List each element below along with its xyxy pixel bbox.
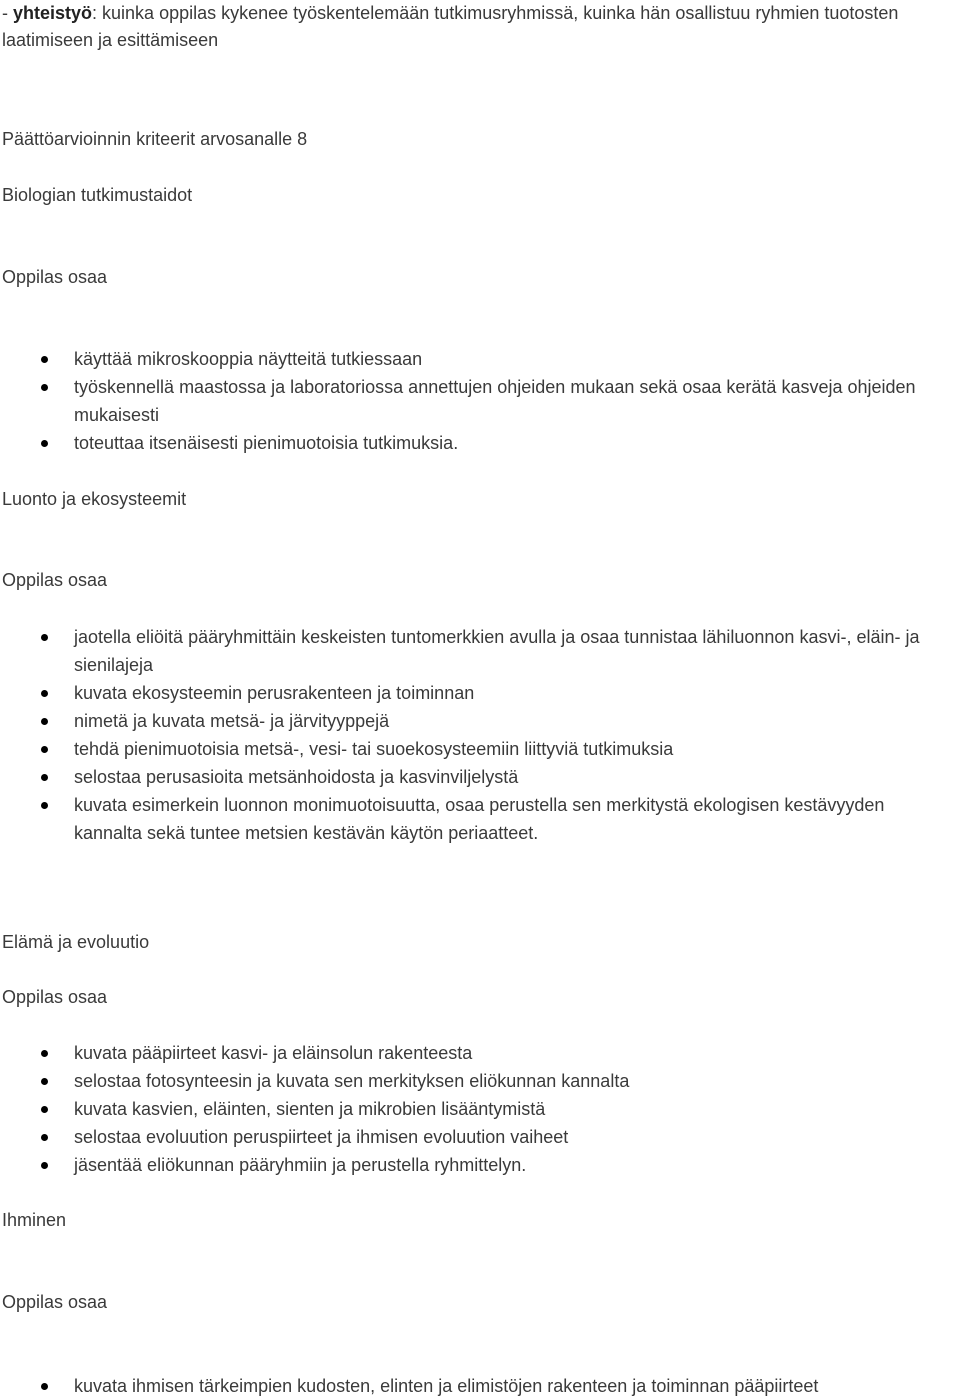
list-item: käyttää mikroskooppia näytteitä tutkiessaan (74, 345, 954, 373)
list-item: kuvata kasvien, eläinten, sienten ja mikrobien lisääntymistä (74, 1095, 954, 1123)
section-title-luonto: Luonto ja ekosysteemit (2, 489, 187, 509)
section-lead-luonto: Oppilas osaa (2, 570, 108, 590)
list-tutkimustaidot (74, 345, 954, 457)
section-lead-elama: Oppilas osaa (2, 987, 108, 1007)
list-item: kuvata ekosysteemin perusrakenteen ja toiminnan (74, 679, 954, 707)
list-ihminen (74, 1372, 954, 1400)
intro-text: : kuinka oppilas kykenee työskentelemään tutkimusryhmissä, kuinka hän osallistuu ryhmien tuotosten laatimiseen ja esittämiseen (2, 3, 899, 50)
list-item: tehdä pienimuotoisia metsä-, vesi- tai suoekosysteemiin liittyviä tutkimuksia (74, 735, 954, 763)
list-item: selostaa perusasioita metsänhoidosta ja kasvinviljelystä (74, 763, 954, 791)
intro-paragraph (2, 0, 952, 54)
list-luonto (74, 623, 954, 847)
list-elama (74, 1039, 954, 1179)
list-item: selostaa evoluution peruspiirteet ja ihmisen evoluution vaiheet (74, 1123, 954, 1151)
section-title-tutkimustaidot: Biologian tutkimustaidot (2, 185, 193, 205)
list-item: selostaa fotosynteesin ja kuvata sen merkityksen eliökunnan kannalta (74, 1067, 954, 1095)
list-item: jaotella eliöitä pääryhmittäin keskeisten tuntomerkkien avulla ja osaa tunnistaa lähiluonnon kasvi-, eläin- ja sienilajeja (74, 623, 954, 679)
section-lead-ihminen: Oppilas osaa (2, 1292, 108, 1312)
list-item: toteuttaa itsenäisesti pienimuotoisia tutkimuksia. (74, 429, 954, 457)
list-item: työskennellä maastossa ja laboratoriossa annettujen ohjeiden mukaan sekä osaa kerätä kasveja ohjeiden mukaisesti (74, 373, 954, 429)
intro-term: yhteistyö (13, 3, 93, 23)
list-item: jäsentää eliökunnan pääryhmiin ja perustella ryhmittelyn. (74, 1151, 954, 1179)
section-title-elama: Elämä ja evoluutio (2, 932, 150, 952)
section-title-ihminen: Ihminen (2, 1210, 67, 1230)
list-item: kuvata pääpiirteet kasvi- ja eläinsolun rakenteesta (74, 1039, 954, 1067)
intro-dash: - (2, 3, 13, 23)
list-item: nimetä ja kuvata metsä- ja järvityyppejä (74, 707, 954, 735)
section-lead-tutkimustaidot: Oppilas osaa (2, 267, 108, 287)
criteria-title: Päättöarvioinnin kriteerit arvosanalle 8 (2, 129, 308, 149)
list-item: kuvata ihmisen tärkeimpien kudosten, elinten ja elimistöjen rakenteen ja toiminnan pääpiirteet (74, 1372, 954, 1400)
list-item: kuvata esimerkein luonnon monimuotoisuutta, osaa perustella sen merkitystä ekologisen kestävyyden kannalta sekä tuntee metsien kestävän käytön periaatteet. (74, 791, 954, 847)
